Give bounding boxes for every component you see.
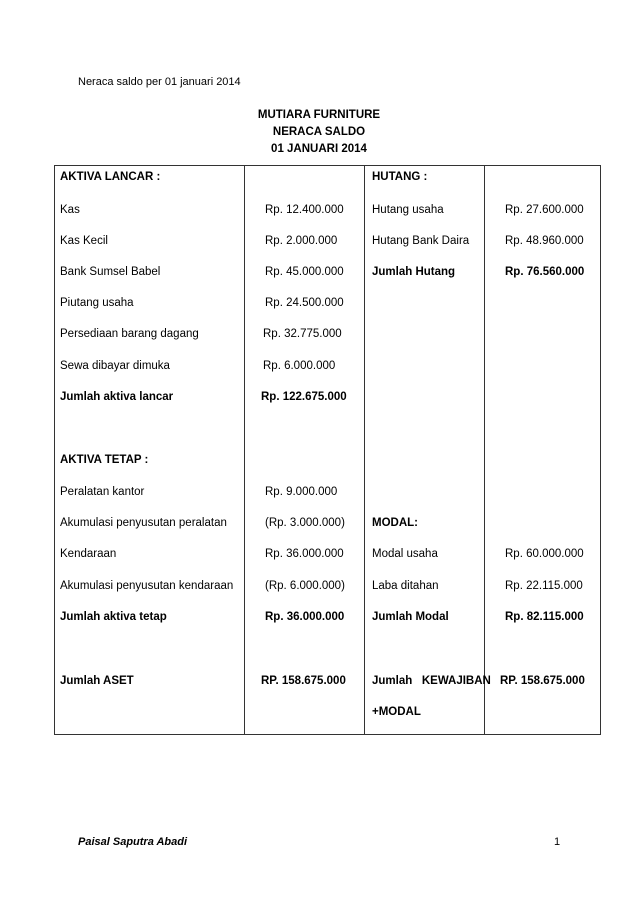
report-title: NERACA SALDO [272,126,366,138]
aktiva-value: Rp. 12.400.000 [265,204,344,216]
footer-author: Paisal Saputra Abadi [78,836,188,848]
aktiva-label: Persediaan barang dagang [60,328,199,340]
pasiva-label: Hutang Bank Daira [372,235,470,247]
pasiva-label: Hutang usaha [372,204,444,216]
aktiva-lancar-total-value: Rp. 122.675.000 [261,391,347,403]
aktiva-label: Kas Kecil [60,235,108,247]
pasiva-value: Rp. 60.000.000 [505,548,584,560]
pasiva-label: Modal usaha [372,548,438,560]
aktiva-label: Peralatan kantor [60,486,145,498]
grand-total-label-line2: +MODAL [372,706,421,718]
aktiva-value: Rp. 24.500.000 [265,297,344,309]
column-divider [364,165,365,735]
aktiva-lancar-total-label: Jumlah aktiva lancar [60,391,174,403]
modal-total-value: Rp. 82.115.000 [505,611,584,623]
aktiva-label: Akumulasi penyusutan peralatan [60,517,227,529]
pasiva-value: Rp. 22.115.000 [505,580,583,592]
aktiva-tetap-heading: AKTIVA TETAP : [60,454,149,466]
column-divider [484,165,485,735]
report-date: 01 JANUARI 2014 [271,143,367,155]
aktiva-label: Bank Sumsel Babel [60,266,161,278]
aset-total-label: Jumlah ASET [60,675,134,687]
hutang-heading: HUTANG : [372,171,428,183]
page-number: 1 [554,836,561,848]
aktiva-value: Rp. 2.000.000 [265,235,338,247]
grand-total-label: Jumlah KEWAJIBAN [372,675,491,687]
aktiva-value: Rp. 36.000.000 [265,548,344,560]
modal-total-label: Jumlah Modal [372,611,449,623]
aktiva-label: Kendaraan [60,548,117,560]
aktiva-label: Kas [60,204,80,216]
pasiva-value: Rp. 27.600.000 [505,204,584,216]
aktiva-value: Rp. 9.000.000 [265,486,338,498]
hutang-total-label: Jumlah Hutang [372,266,456,278]
pasiva-label: Laba ditahan [372,580,439,592]
pasiva-value: Rp. 48.960.000 [505,235,584,247]
balance-table [54,165,601,735]
aktiva-value: Rp. 32.775.000 [263,328,342,340]
aktiva-tetap-total-label: Jumlah aktiva tetap [60,611,167,623]
hutang-total-value: Rp. 76.560.000 [505,266,585,278]
aktiva-label: Sewa dibayar dimuka [60,360,170,372]
aktiva-value: (Rp. 3.000.000) [265,517,345,529]
grand-total-value: RP. 158.675.000 [500,675,585,687]
aktiva-tetap-total-value: Rp. 36.000.000 [265,611,345,623]
aktiva-value: (Rp. 6.000.000) [265,580,345,592]
aktiva-label: Piutang usaha [60,297,134,309]
aset-total-value: RP. 158.675.000 [261,675,346,687]
modal-heading: MODAL: [372,517,418,529]
aktiva-value: Rp. 6.000.000 [263,360,336,372]
company-name: MUTIARA FURNITURE [257,109,381,121]
aktiva-lancar-heading: AKTIVA LANCAR : [60,171,161,183]
aktiva-label: Akumulasi penyusutan kendaraan [60,580,234,592]
aktiva-value: Rp. 45.000.000 [265,266,344,278]
column-divider [244,165,245,735]
intro-text: Neraca saldo per 01 januari 2014 [78,76,241,88]
